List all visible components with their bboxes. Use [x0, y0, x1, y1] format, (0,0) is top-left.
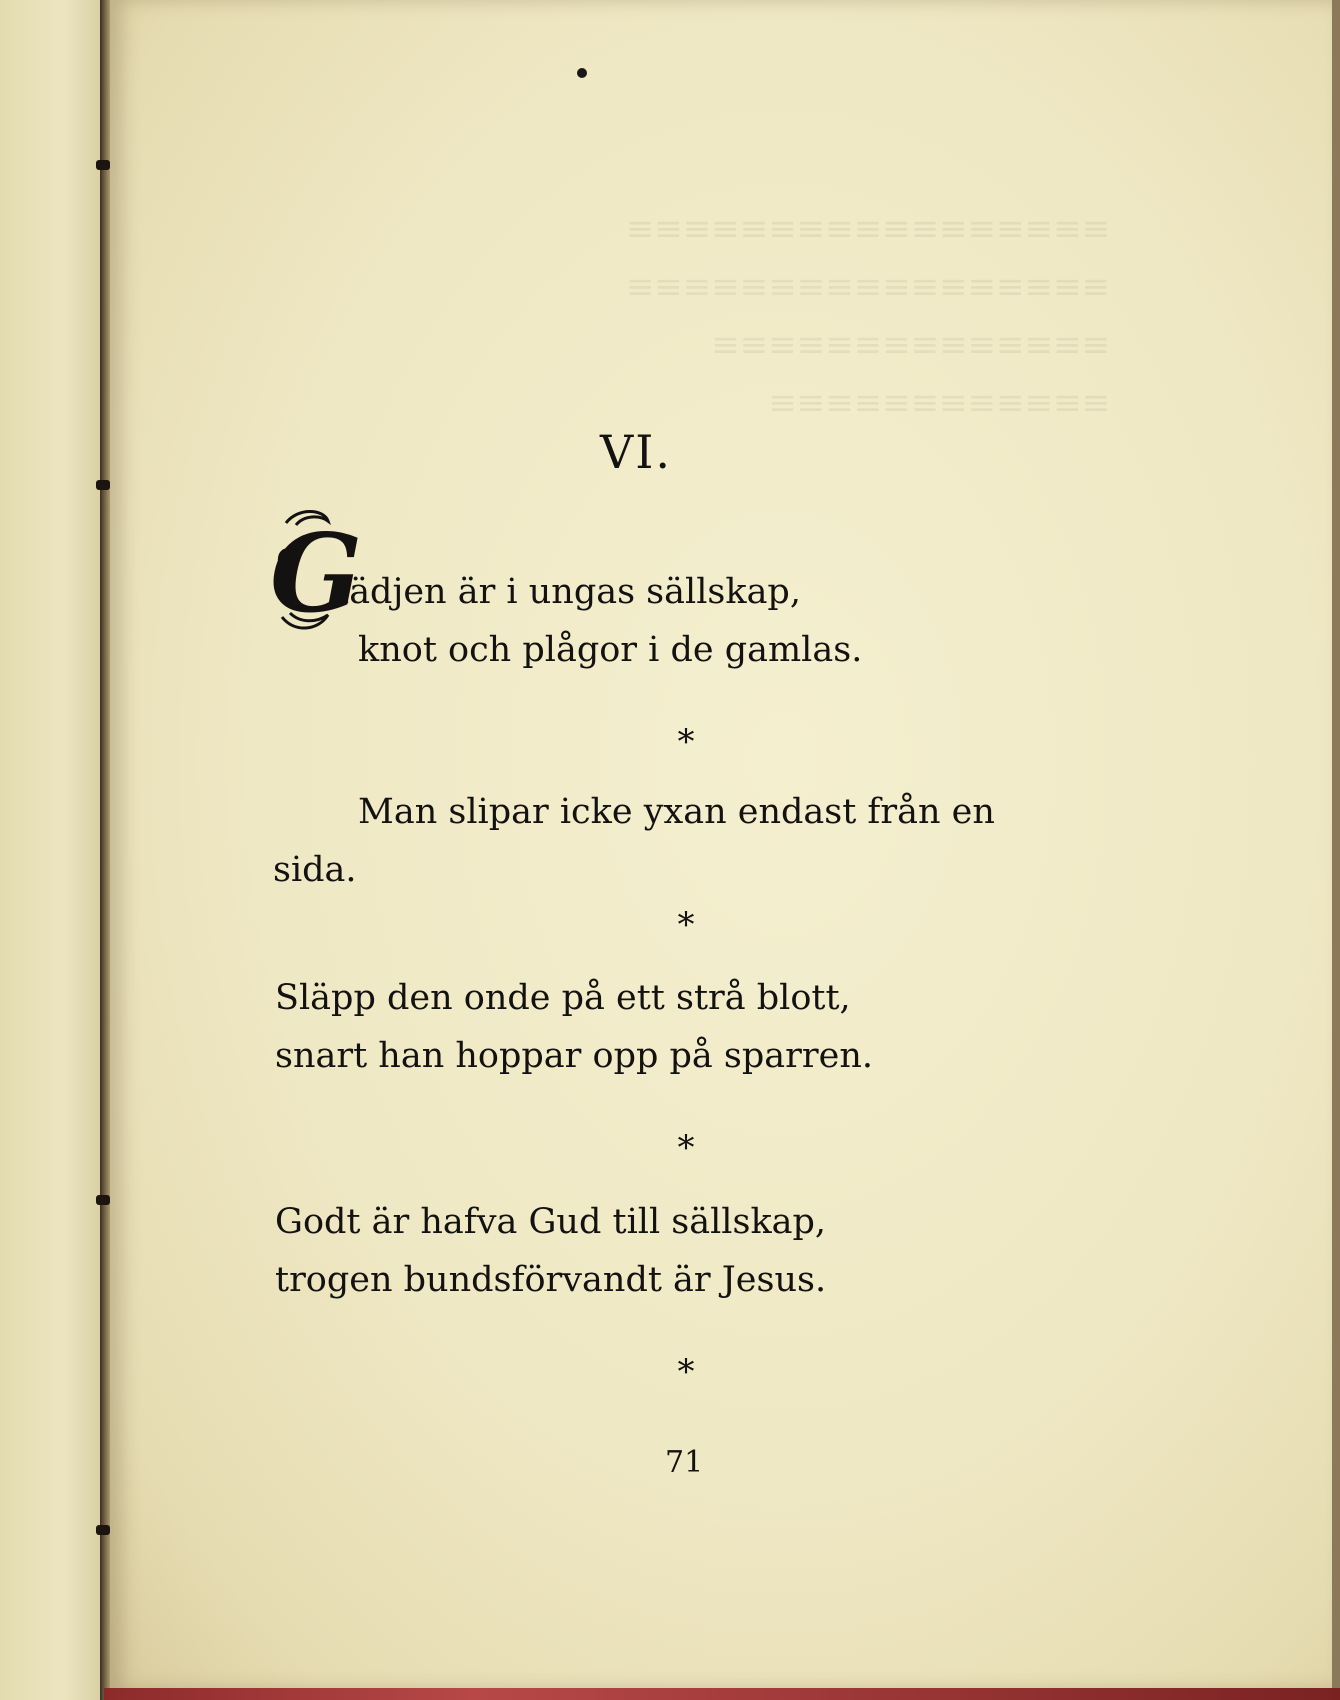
book-page	[110, 0, 1336, 1690]
proverb-line: trogen bundsförvandt är Jesus.	[275, 1260, 827, 1300]
proverb-line: knot och plågor i de gamlas.	[358, 630, 863, 670]
chapter-heading: VI.	[600, 425, 673, 479]
drop-cap-letter: G	[270, 511, 363, 637]
proverb-line: sida.	[273, 850, 357, 890]
binding-stitch	[96, 1195, 110, 1205]
section-separator: *	[677, 1352, 695, 1392]
section-separator: *	[677, 1128, 695, 1168]
binding-stitch	[96, 1525, 110, 1535]
page-edge	[1332, 0, 1340, 1700]
binding-stitch	[96, 160, 110, 170]
proverb-line: Godt är hafva Gud till sällskap,	[275, 1202, 827, 1242]
proverb-line: Släpp den onde på ett strå blott,	[275, 978, 851, 1018]
book-spine	[100, 0, 110, 1700]
facing-page-edge	[0, 0, 104, 1700]
proverb-line: snart han hoppar opp på sparren.	[275, 1036, 873, 1076]
proverb-line: Man slipar icke yxan endast från en	[358, 792, 995, 832]
page-number: 71	[665, 1445, 704, 1480]
proverb-line: lädjen är i ungas sällskap,	[338, 572, 801, 612]
printer-dot	[577, 68, 587, 78]
section-separator: *	[677, 722, 695, 762]
cover-edge	[104, 1688, 1340, 1700]
section-separator: *	[677, 905, 695, 945]
binding-stitch	[96, 480, 110, 490]
